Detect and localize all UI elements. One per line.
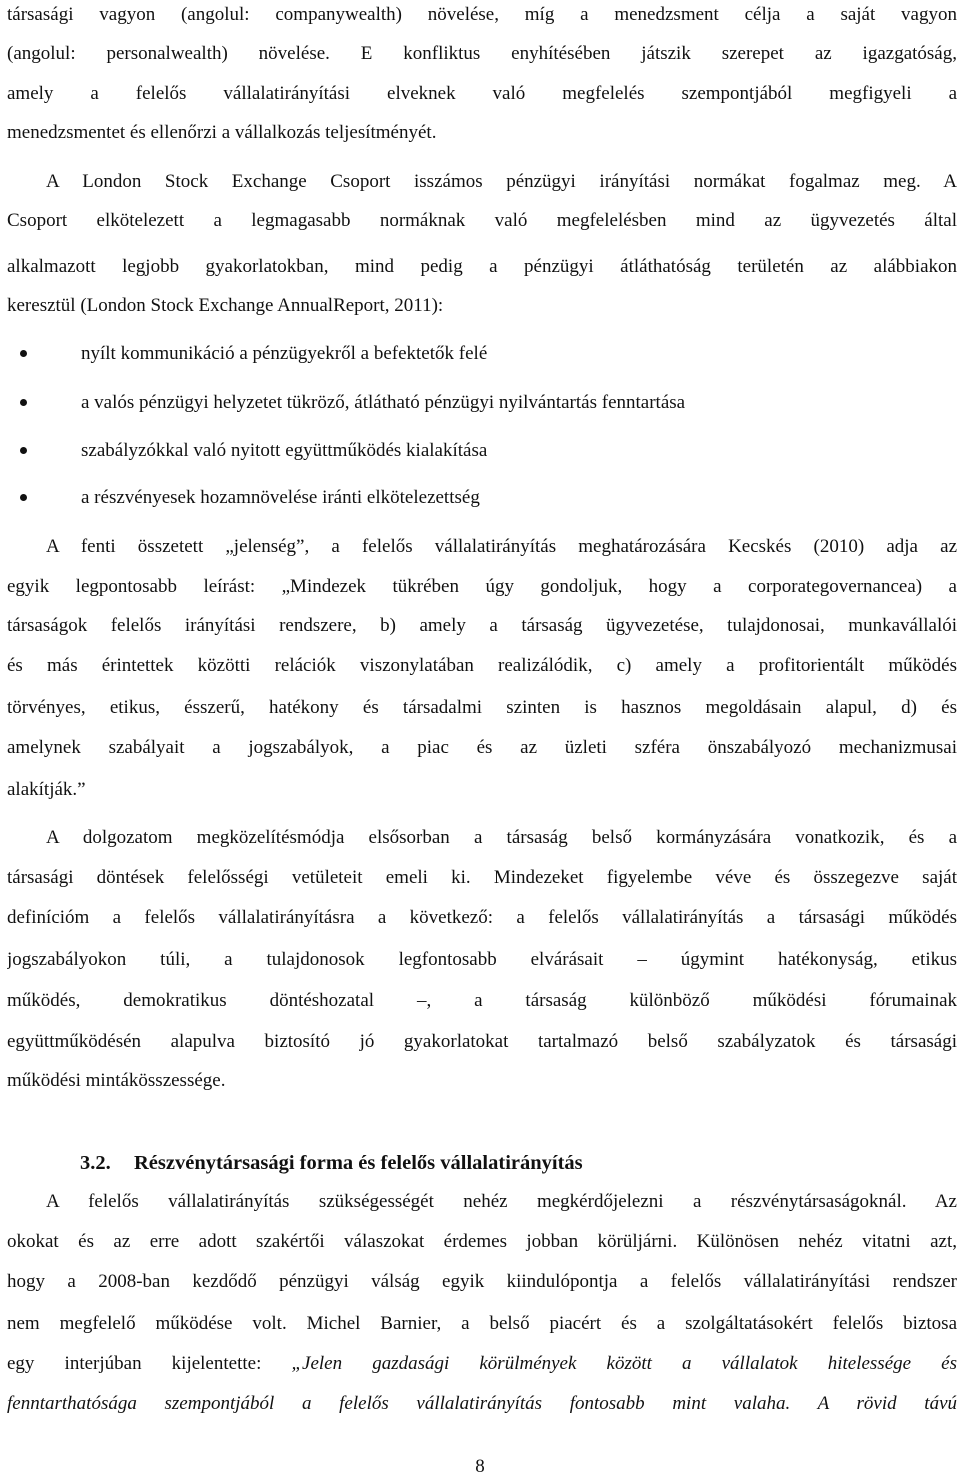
bullet-icon [20, 399, 27, 406]
page-number: 8 [475, 1456, 485, 1477]
quote-line: fenntarthatósága szempontjából a felelős vállalatirányítás fontosabb mint valaha. A rövid távú [7, 1393, 957, 1414]
list-item-text: a valós pénzügyi helyzetet tükröző, átlátható pénzügyi nyilvántartás fenntartása [81, 392, 686, 413]
section-heading [80, 1149, 583, 1177]
section-title: Részvénytársasági forma és felelős vállalatirányítás [134, 1152, 583, 1174]
text-line: és más érintettek közötti relációk viszonylatában realizálódik, c) amely a profitorientált működés [7, 655, 957, 676]
list-item-text: szabályzókkal való nyitott együttműködés kialakítása [81, 440, 488, 461]
text-line: egyik legpontosabb leírást: „Mindezek tükrében úgy gondoljuk, hogy a corporategovernancea) a [7, 576, 957, 597]
text-line: keresztül (London Stock Exchange AnnualReport, 2011): [7, 295, 444, 316]
list-item-text: a részvényesek hozamnövelése iránti elkötelezettség [81, 487, 480, 508]
bullet-icon [20, 447, 27, 454]
list-item-text: nyílt kommunikáció a pénzügyekről a befektetők felé [81, 343, 488, 364]
text-line: hogy a 2008-ban kezdődő pénzügyi válság egyik kiindulópontja a felelős vállalatirányítási rendszer [7, 1271, 957, 1292]
bullet-icon [20, 350, 27, 357]
text-line: (angolul: personalwealth) növelése. E konfliktus enyhítésében játszik szerepet az igazgatóság, [7, 43, 957, 64]
text-line: amelynek szabályait a jogszabályok, a piac és az üzleti szféra önszabályozó mechanizmusai [7, 737, 957, 758]
text-line: alkalmazott legjobb gyakorlatokban, mind pedig a pénzügyi átláthatóság területén az alábbiakon [7, 256, 957, 277]
text-line: okokat és az erre adott szakértői válaszokat érdemes jobban körüljárni. Különösen nehéz vitatni azt, [7, 1231, 957, 1252]
text-line [7, 1352, 957, 1376]
text-line: amely a felelős vállalatirányítási elveknek való megfelelés szempontjából megfigyeli a [7, 83, 957, 104]
text-line: A London Stock Exchange Csoport isszámos pénzügyi irányítási normákat fogalmaz meg. A [46, 171, 957, 192]
text-line: A fenti összetett „jelenség”, a felelős vállalatirányítás meghatározására Kecskés (2010) adja az [46, 536, 957, 557]
text-line: társaságok felelős irányítási rendszere, b) amely a társaság ügyvezetése, tulajdonosai, munkavállalói [7, 615, 957, 636]
text-line: működési mintákösszessége. [7, 1070, 226, 1091]
text-line: társasági vagyon (angolul: companywealth) növelése, míg a menedzsment célja a saját vagyon [7, 4, 957, 25]
text-line: menedzsmentet és ellenőrzi a vállalkozás teljesítményét. [7, 122, 437, 143]
section-number: 3.2. [80, 1152, 111, 1174]
text-line: működés, demokratikus döntéshozatal –, a társaság különböző működési fórumainak [7, 990, 957, 1011]
text-line: együttműködésén alapulva biztosító jó gyakorlatokat tartalmazó belső szabályzatok és társasági [7, 1031, 957, 1052]
text-line: alakítják.” [7, 779, 86, 800]
text-line: társasági döntések felelősségi vetületeit emeli ki. Mindezeket figyelembe véve és összegezve saját [7, 867, 957, 888]
text-line: definícióm a felelős vállalatirányításra a következő: a felelős vállalatirányítás a társasági működés [7, 907, 957, 928]
text-line: törvényes, etikus, ésszerű, hatékony és társadalmi szinten is hasznos megoldásain alapul, d) és [7, 697, 957, 718]
text-line: A dolgozatom megközelítésmódja elsősorban a társaság belső kormányzására vonatkozik, és a [46, 827, 957, 848]
text-line: A felelős vállalatirányítás szükségességét nehéz megkérdőjelezni a részvénytársaságoknál. Az [46, 1191, 957, 1212]
quote-text: „Jelen gazdasági körülmények között a vállalatok hitelessége és [291, 1353, 957, 1374]
text-line: Csoport elkötelezett a legmagasabb normáknak való megfelelésben mind az ügyvezetés által [7, 210, 957, 231]
text-line: jogszabályokon túli, a tulajdonosok legfontosabb elvárásait – úgymint hatékonyság, etikus [7, 949, 957, 970]
quote-lead-text: egy interjúban kijelentette: [7, 1353, 292, 1374]
text-line: nem megfelelő működése volt. Michel Barnier, a belső piacért és a szolgáltatásokért felelős biztosa [7, 1313, 957, 1334]
bullet-icon [20, 494, 27, 501]
